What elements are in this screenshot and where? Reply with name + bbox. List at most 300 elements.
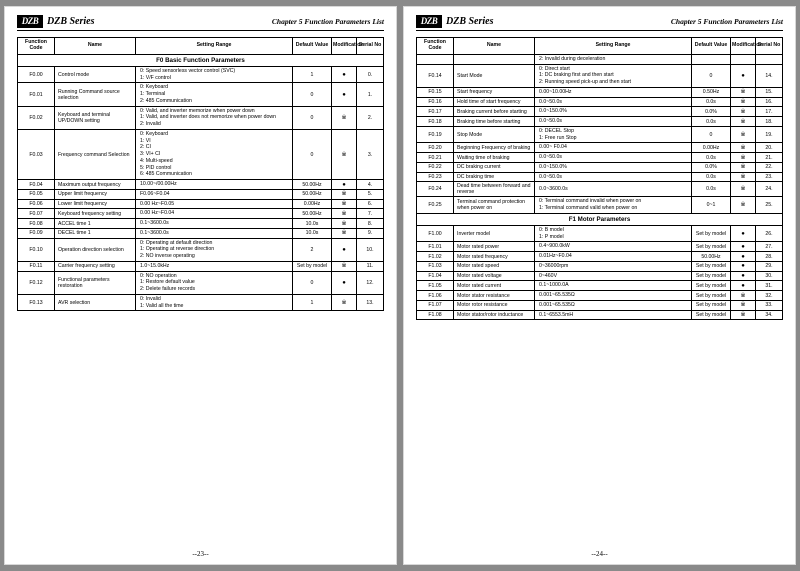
cell-setting-range xyxy=(136,271,293,294)
setting-range-options xyxy=(539,282,689,289)
cell-setting-range xyxy=(136,180,293,190)
table-body-left xyxy=(18,54,384,311)
setting-range-options xyxy=(539,56,689,63)
cell-default-value: Set by model xyxy=(692,242,731,252)
setting-range-option: 0.00 Hz~F0.04 xyxy=(140,210,175,217)
table-row xyxy=(18,219,384,229)
table-row xyxy=(417,143,783,153)
cell-setting-range xyxy=(136,106,293,129)
setting-range-option: 10.00~/00.00Hz xyxy=(140,181,177,188)
cell-function-code: F0.11 xyxy=(18,261,55,271)
cell-name: Motor rated current xyxy=(454,281,535,291)
setting-range-option: 2: Delete failure records xyxy=(140,286,196,293)
cell-function-code: F0.04 xyxy=(18,180,55,190)
cell-serial-no: 12. xyxy=(357,271,384,294)
cell-name: Dead time between forward and reverse xyxy=(454,182,535,197)
cell-function-code: F1.02 xyxy=(417,252,454,262)
table-row xyxy=(417,126,783,143)
table-row xyxy=(18,106,384,129)
table-row xyxy=(417,197,783,214)
table-body-right xyxy=(417,54,783,320)
setting-range-option: 0: Operating at default direction xyxy=(140,239,213,246)
cell-setting-range xyxy=(535,54,692,64)
setting-range-options xyxy=(539,273,689,280)
cell-serial-no: 28. xyxy=(756,252,783,262)
cell-modification: ※ xyxy=(731,97,756,107)
page-header-left xyxy=(17,15,384,31)
cell-function-code: F1.05 xyxy=(417,281,454,291)
cell-modification: ● xyxy=(731,225,756,242)
cell-name: Upper limit frequency xyxy=(55,189,136,199)
cell-function-code: F0.01 xyxy=(18,83,55,106)
setting-range-options xyxy=(140,108,290,128)
setting-range-option: 0: Keyboard xyxy=(140,130,168,137)
header-brand-group xyxy=(17,15,95,28)
setting-range-option: F0.06~F0.04 xyxy=(140,190,170,197)
cell-name: DECEL time 1 xyxy=(55,228,136,238)
cell-default-value: 0 xyxy=(692,64,731,87)
cell-modification: ※ xyxy=(332,219,357,229)
cell-setting-range xyxy=(535,126,692,143)
cell-name: Beginning Frequency of braking xyxy=(454,143,535,153)
cell-function-code: F0.19 xyxy=(417,126,454,143)
setting-range-option: 0.00~10.00Hz xyxy=(539,88,572,95)
cell-serial-no: 2. xyxy=(357,106,384,129)
cell-setting-range xyxy=(136,129,293,179)
cell-function-code: F1.06 xyxy=(417,291,454,301)
cell-setting-range xyxy=(535,310,692,320)
cell-function-code: F0.12 xyxy=(18,271,55,294)
setting-range-option: 0: Direct start xyxy=(539,65,570,72)
cell-function-code: F0.16 xyxy=(417,97,454,107)
setting-range-option: 0.00 Hz~F0.05 xyxy=(140,200,175,207)
setting-range-option: 0~36000rpm xyxy=(539,262,569,269)
table-row xyxy=(417,182,783,197)
cell-name: Start frequency xyxy=(454,87,535,97)
cell-modification: ※ xyxy=(332,129,357,179)
cell-function-code: F1.03 xyxy=(417,261,454,271)
cell-modification: ※ xyxy=(332,209,357,219)
cell-function-code: F0.23 xyxy=(417,172,454,182)
table-row xyxy=(417,54,783,64)
setting-range-options xyxy=(140,210,290,217)
parameters-table-left xyxy=(17,37,384,311)
table-row xyxy=(417,300,783,310)
cell-default-value: 0 xyxy=(293,271,332,294)
cell-setting-range xyxy=(535,281,692,291)
cell-modification: ※ xyxy=(731,300,756,310)
parameters-table-wrapper-right xyxy=(416,37,783,560)
setting-range-option: 0.0~150.0% xyxy=(539,163,567,170)
cell-serial-no: 6. xyxy=(357,199,384,209)
cell-serial-no: 9. xyxy=(357,228,384,238)
setting-range-option: 0~460V xyxy=(539,272,558,279)
cell-serial-no: 16. xyxy=(756,97,783,107)
table-row xyxy=(417,310,783,320)
cell-setting-range xyxy=(535,97,692,107)
cell-serial-no: 1. xyxy=(357,83,384,106)
cell-function-code: F0.20 xyxy=(417,143,454,153)
cell-function-code: F0.22 xyxy=(417,162,454,172)
cell-setting-range xyxy=(535,107,692,117)
cell-default-value: Set by model xyxy=(293,261,332,271)
cell-name xyxy=(454,54,535,64)
setting-range-option: 1: Terminal command valid when power on xyxy=(539,205,638,212)
table-row xyxy=(417,252,783,262)
setting-range-option: 2: Invalid during deceleration xyxy=(539,55,606,62)
cell-serial-no: 19. xyxy=(756,126,783,143)
cell-modification: ● xyxy=(731,281,756,291)
table-row xyxy=(18,180,384,190)
setting-range-options xyxy=(140,263,290,270)
cell-function-code: F1.04 xyxy=(417,271,454,281)
cell-serial-no: 29. xyxy=(756,261,783,271)
setting-range-option: 0: Terminal command invalid when power on xyxy=(539,198,642,205)
cell-name: Lower limit frequency xyxy=(55,199,136,209)
col-header-modify: Modification xyxy=(332,38,357,55)
cell-default-value: 0 xyxy=(692,126,731,143)
setting-range-option: 0: Speed sensorless vector control (SVC) xyxy=(140,67,236,74)
cell-name: Frequency command Selection xyxy=(55,129,136,179)
cell-default-value: Set by model xyxy=(692,271,731,281)
cell-name: Motor rated power xyxy=(454,242,535,252)
cell-setting-range xyxy=(535,182,692,197)
cell-function-code: F1.01 xyxy=(417,242,454,252)
table-row xyxy=(417,242,783,252)
table-row xyxy=(18,238,384,261)
table-row xyxy=(18,209,384,219)
cell-setting-range xyxy=(535,225,692,242)
cell-modification: ※ xyxy=(332,294,357,311)
setting-range-option: 0.4~900.0kW xyxy=(539,243,570,250)
setting-range-option: 0.0~50.0s xyxy=(539,98,562,105)
cell-default-value: 0 xyxy=(293,129,332,179)
setting-range-option: 1: Valid, and inverter does not memorize when power down xyxy=(140,114,277,121)
cell-modification: ● xyxy=(731,242,756,252)
cell-name: Braking current before starting xyxy=(454,107,535,117)
cell-modification: ※ xyxy=(332,189,357,199)
header-brand-group-right xyxy=(416,15,494,28)
cell-modification: ※ xyxy=(332,106,357,129)
table-row xyxy=(417,225,783,242)
cell-function-code: F0.07 xyxy=(18,209,55,219)
table-row xyxy=(417,291,783,301)
cell-serial-no: 3. xyxy=(357,129,384,179)
cell-setting-range xyxy=(535,172,692,182)
setting-range-option: 2: Invalid xyxy=(140,121,161,128)
cell-serial-no: 20. xyxy=(756,143,783,153)
col-header-name: Name xyxy=(55,38,136,55)
table-row xyxy=(417,107,783,117)
setting-range-option: 5: PID control xyxy=(140,164,172,171)
cell-serial-no: 17. xyxy=(756,107,783,117)
cell-function-code: F0.03 xyxy=(18,129,55,179)
cell-setting-range xyxy=(535,197,692,214)
section-title-row xyxy=(417,213,783,225)
table-row xyxy=(417,172,783,182)
page-number-right: --24-- xyxy=(591,550,608,558)
section-title-left: F0 Basic Function Parameters xyxy=(18,54,384,66)
cell-modification: ※ xyxy=(731,291,756,301)
cell-default-value: 10.0s xyxy=(293,219,332,229)
cell-function-code: F0.18 xyxy=(417,117,454,127)
setting-range-options xyxy=(140,191,290,198)
cell-function-code: F1.07 xyxy=(417,300,454,310)
setting-range-options xyxy=(140,181,290,188)
cell-default-value xyxy=(692,54,731,64)
cell-serial-no: 4. xyxy=(357,180,384,190)
dzb-logo-icon: DZB xyxy=(17,15,43,28)
dzb-logo-icon: DZB xyxy=(416,15,442,28)
col-header-code: Function Code xyxy=(417,38,454,55)
setting-range-option: 1: Restore default value xyxy=(140,279,195,286)
setting-range-option: 0.0~150.0% xyxy=(539,108,567,115)
cell-default-value: 0.0s xyxy=(692,117,731,127)
setting-range-option: 2: Running speed pick-up and then start xyxy=(539,79,631,86)
setting-range-options xyxy=(539,66,689,86)
cell-name: Motor stator resistance xyxy=(454,291,535,301)
setting-range-option: 2: CI xyxy=(140,144,151,151)
setting-range-options xyxy=(140,240,290,260)
cell-setting-range xyxy=(136,209,293,219)
cell-modification: ● xyxy=(731,64,756,87)
col-header-modify: Modification xyxy=(731,38,756,55)
cell-default-value: 50.00Hz xyxy=(293,209,332,219)
cell-name: Operation direction selection xyxy=(55,238,136,261)
setting-range-option: 0: Valid, and inverter memorize when power down xyxy=(140,107,255,114)
cell-modification: ● xyxy=(731,252,756,262)
setting-range-option: 2: NO inverse operating xyxy=(140,253,195,260)
setting-range-options xyxy=(539,99,689,106)
setting-range-options xyxy=(539,198,689,212)
cell-default-value: 0.00Hz xyxy=(293,199,332,209)
cell-function-code: F0.06 xyxy=(18,199,55,209)
page-left xyxy=(4,6,397,565)
table-row xyxy=(417,281,783,291)
cell-setting-range xyxy=(535,252,692,262)
cell-function-code: F0.08 xyxy=(18,219,55,229)
setting-range-options xyxy=(140,230,290,237)
cell-default-value: 50.00Hz xyxy=(692,252,731,262)
cell-modification: ※ xyxy=(332,228,357,238)
table-row xyxy=(18,199,384,209)
cell-name: Motor rated voltage xyxy=(454,271,535,281)
cell-serial-no: 24. xyxy=(756,182,783,197)
cell-default-value: Set by model xyxy=(692,261,731,271)
cell-serial-no: 18. xyxy=(756,117,783,127)
setting-range-option: 0.1~3600.0s xyxy=(140,220,169,227)
table-row xyxy=(18,66,384,83)
cell-default-value: 50.00Hz xyxy=(293,180,332,190)
cell-function-code: F0.13 xyxy=(18,294,55,311)
cell-serial-no: 0. xyxy=(357,66,384,83)
cell-setting-range xyxy=(535,143,692,153)
cell-default-value: 0~1 xyxy=(692,197,731,214)
cell-default-value: Set by model xyxy=(692,291,731,301)
cell-serial-no: 26. xyxy=(756,225,783,242)
cell-function-code: F0.24 xyxy=(417,182,454,197)
cell-setting-range xyxy=(535,300,692,310)
cell-modification: ※ xyxy=(731,117,756,127)
cell-setting-range xyxy=(136,83,293,106)
cell-setting-range xyxy=(136,238,293,261)
cell-default-value: 0.50Hz xyxy=(692,87,731,97)
cell-name: Motor rated speed xyxy=(454,261,535,271)
setting-range-options xyxy=(539,128,689,142)
cell-name: Start Mode xyxy=(454,64,535,87)
cell-serial-no: 25. xyxy=(756,197,783,214)
cell-serial-no: 30. xyxy=(756,271,783,281)
table-row xyxy=(18,189,384,199)
setting-range-option: 1: Valid all the time xyxy=(140,302,184,309)
setting-range-option: 4: Multi-speed xyxy=(140,157,173,164)
cell-setting-range xyxy=(535,271,692,281)
cell-default-value: Set by model xyxy=(692,281,731,291)
cell-name: Running Command source selection xyxy=(55,83,136,106)
setting-range-option: 1: Free run Stop xyxy=(539,134,577,141)
cell-modification: ※ xyxy=(731,87,756,97)
cell-setting-range xyxy=(136,261,293,271)
cell-serial-no: 11. xyxy=(357,261,384,271)
cell-function-code: F0.25 xyxy=(417,197,454,214)
table-row xyxy=(417,162,783,172)
cell-setting-range xyxy=(535,117,692,127)
col-header-serial: Serial No xyxy=(357,38,384,55)
cell-serial-no xyxy=(756,54,783,64)
table-row xyxy=(417,271,783,281)
cell-name: ACCEL time 1 xyxy=(55,219,136,229)
setting-range-options xyxy=(140,201,290,208)
table-header-row xyxy=(18,38,384,55)
table-row xyxy=(18,271,384,294)
setting-range-option: 0.1~3600.0s xyxy=(140,229,169,236)
cell-default-value: 0 xyxy=(293,83,332,106)
chapter-title: Chapter 5 Function Parameters List xyxy=(670,17,783,26)
brand-title: DZB Series xyxy=(446,16,494,27)
cell-setting-range xyxy=(535,162,692,172)
table-row xyxy=(417,153,783,163)
cell-setting-range xyxy=(136,219,293,229)
cell-serial-no: 8. xyxy=(357,219,384,229)
setting-range-options xyxy=(539,312,689,319)
setting-range-option: 0.1~1000.0A xyxy=(539,282,569,289)
setting-range-option: 0.00~ F0.04 xyxy=(539,144,567,151)
cell-modification: ● xyxy=(332,238,357,261)
cell-serial-no: 32. xyxy=(756,291,783,301)
cell-modification: ※ xyxy=(731,162,756,172)
cell-setting-range xyxy=(136,189,293,199)
setting-range-option: 0.0~3600.0s xyxy=(539,186,568,193)
setting-range-options xyxy=(539,292,689,299)
cell-function-code xyxy=(417,54,454,64)
page-right xyxy=(403,6,796,565)
setting-range-option: 1: Operating at reverse direction xyxy=(140,246,215,253)
chapter-title: Chapter 5 Function Parameters List xyxy=(271,17,384,26)
cell-setting-range xyxy=(136,228,293,238)
cell-function-code: F0.17 xyxy=(417,107,454,117)
cell-serial-no: 31. xyxy=(756,281,783,291)
cell-default-value: 1 xyxy=(293,66,332,83)
setting-range-option: 1: Terminal xyxy=(140,91,166,98)
col-header-name: Name xyxy=(454,38,535,55)
cell-modification: ※ xyxy=(332,199,357,209)
cell-name: Maximum output frequency xyxy=(55,180,136,190)
cell-name: DC braking current xyxy=(454,162,535,172)
cell-default-value: 0.0s xyxy=(692,172,731,182)
setting-range-option: 0: Keyboard xyxy=(140,84,168,91)
cell-serial-no: 10. xyxy=(357,238,384,261)
cell-name: Functional parameters restoration xyxy=(55,271,136,294)
setting-range-option: 0: DECEL Stop xyxy=(539,127,574,134)
cell-name: Braking time before starting xyxy=(454,117,535,127)
setting-range-option: 1: VI xyxy=(140,137,151,144)
cell-name: Terminal command protection when power on xyxy=(454,197,535,214)
setting-range-options xyxy=(140,84,290,104)
cell-modification: ● xyxy=(332,83,357,106)
table-row xyxy=(417,64,783,87)
setting-range-options xyxy=(539,174,689,181)
cell-default-value: 0.00Hz xyxy=(692,143,731,153)
setting-range-option: 6: 485 Communication xyxy=(140,171,192,178)
setting-range-options xyxy=(539,186,689,193)
section-title-right: F1 Motor Parameters xyxy=(417,213,783,225)
cell-default-value: 0.0s xyxy=(692,182,731,197)
setting-range-options xyxy=(539,227,689,241)
setting-range-option: 0.0~50.0s xyxy=(539,154,562,161)
setting-range-options xyxy=(140,68,290,82)
cell-name: Carrier frequency setting xyxy=(55,261,136,271)
setting-range-options xyxy=(140,296,290,310)
cell-function-code: F0.05 xyxy=(18,189,55,199)
setting-range-options xyxy=(539,164,689,171)
cell-modification: ● xyxy=(731,271,756,281)
cell-default-value: 1 xyxy=(293,294,332,311)
table-row xyxy=(18,261,384,271)
table-row xyxy=(417,261,783,271)
cell-setting-range xyxy=(535,64,692,87)
cell-serial-no: 21. xyxy=(756,153,783,163)
cell-modification: ※ xyxy=(731,172,756,182)
cell-function-code: F1.00 xyxy=(417,225,454,242)
setting-range-option: 3: VI+ CI xyxy=(140,151,161,158)
parameters-table-wrapper-left xyxy=(17,37,384,560)
setting-range-options xyxy=(539,263,689,270)
setting-range-options xyxy=(539,302,689,309)
cell-setting-range xyxy=(136,199,293,209)
setting-range-option: 1: V/F control xyxy=(140,74,171,81)
cell-modification: ※ xyxy=(731,182,756,197)
cell-name: Control mode xyxy=(55,66,136,83)
cell-function-code: F0.09 xyxy=(18,228,55,238)
cell-modification: ※ xyxy=(731,143,756,153)
cell-serial-no: 34. xyxy=(756,310,783,320)
setting-range-option: 0.01Hz~F0.04 xyxy=(539,253,572,260)
brand-title: DZB Series xyxy=(47,16,95,27)
cell-setting-range xyxy=(136,66,293,83)
cell-modification: ● xyxy=(332,180,357,190)
cell-default-value: 0.0s xyxy=(692,97,731,107)
cell-name: Motor rated frequency xyxy=(454,252,535,262)
cell-function-code: F0.15 xyxy=(417,87,454,97)
col-header-serial: Serial No xyxy=(756,38,783,55)
setting-range-options xyxy=(539,154,689,161)
cell-serial-no: 22. xyxy=(756,162,783,172)
cell-serial-no: 15. xyxy=(756,87,783,97)
cell-name: Hold time of start frequency xyxy=(454,97,535,107)
cell-function-code: F0.00 xyxy=(18,66,55,83)
cell-modification: ※ xyxy=(731,197,756,214)
cell-name: AVR selection xyxy=(55,294,136,311)
